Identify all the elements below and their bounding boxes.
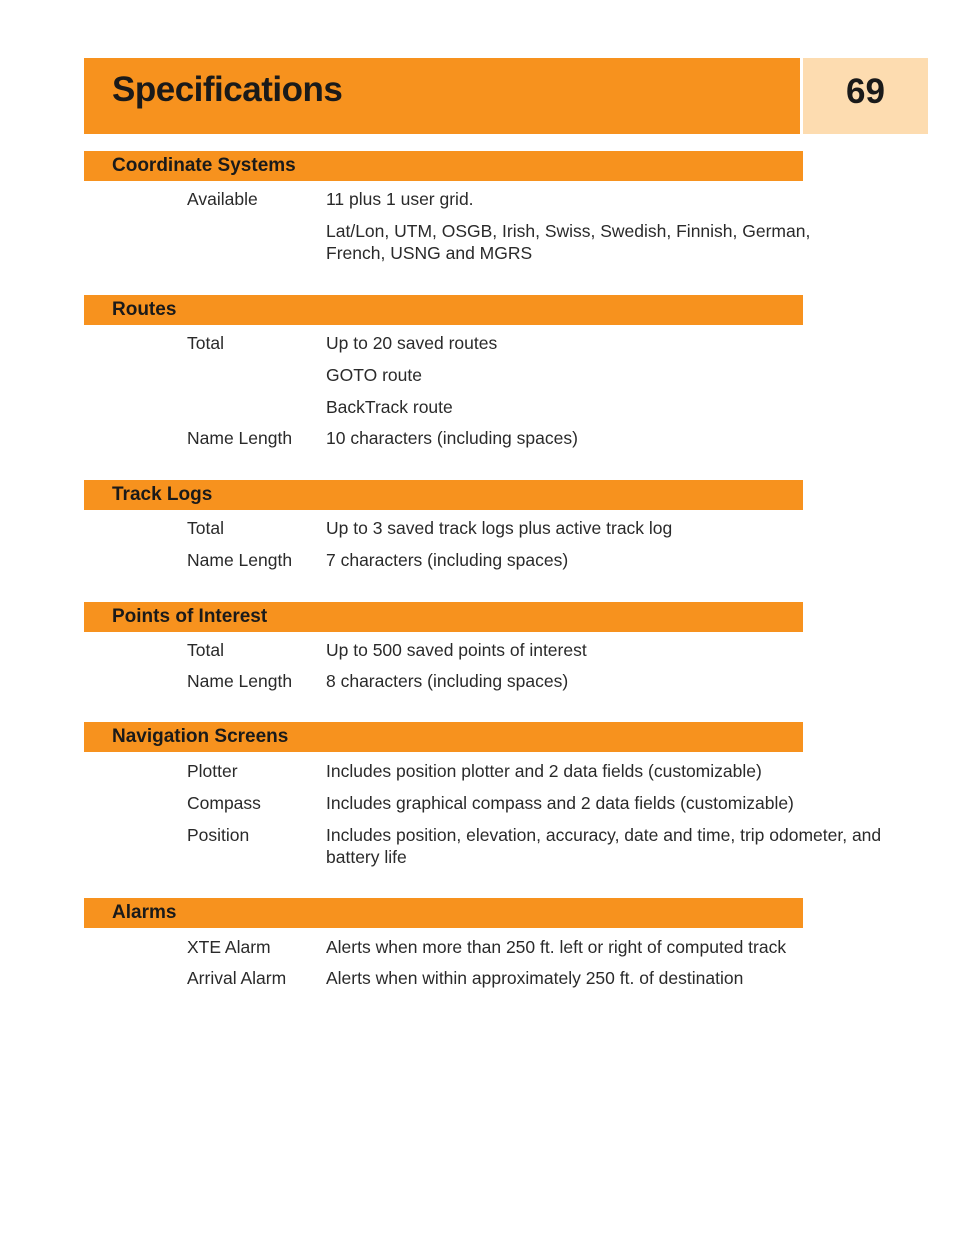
section-title: Navigation Screens — [112, 726, 289, 747]
spec-value: Up to 20 saved routes — [326, 333, 498, 353]
spec-value: 7 characters (including spaces) — [326, 550, 569, 570]
spec-label: Arrival Alarm — [187, 968, 287, 988]
spec-value: Alerts when within approximately 250 ft. of destination — [326, 968, 744, 988]
spec-value: 8 characters (including spaces) — [326, 671, 569, 691]
spec-label: Name Length — [187, 550, 293, 570]
spec-label: XTE Alarm — [187, 937, 271, 957]
section-coordinate-systems — [84, 151, 803, 181]
spec-value: Alerts when more than 250 ft. left or right of computed track — [326, 937, 787, 957]
spec-label: Position — [187, 825, 250, 845]
section-title: Coordinate Systems — [112, 155, 296, 176]
spec-value: 10 characters (including spaces) — [326, 428, 578, 448]
section-navigation-screens — [84, 722, 803, 752]
spec-label: Compass — [187, 793, 261, 813]
page-number: 69 — [846, 72, 885, 111]
section-title: Alarms — [112, 902, 177, 923]
spec-label: Total — [187, 518, 224, 538]
spec-value: BackTrack route — [326, 397, 453, 417]
section-alarms — [84, 898, 803, 928]
spec-value: GOTO route — [326, 365, 422, 385]
spec-value: 11 plus 1 user grid. — [326, 189, 474, 209]
spec-value: Includes position plotter and 2 data fields (customizable) — [326, 761, 762, 781]
spec-value: Up to 3 saved track logs plus active track log — [326, 518, 673, 538]
section-points-of-interest — [84, 602, 803, 632]
spec-label: Total — [187, 333, 224, 353]
page-title: Specifications — [112, 70, 343, 109]
spec-value: Includes position, elevation, accuracy, date and time, trip odometer, and battery life — [326, 825, 882, 867]
spec-label: Name Length — [187, 428, 293, 448]
spec-label: Total — [187, 640, 224, 660]
spec-label: Available — [187, 189, 258, 209]
section-title: Routes — [112, 299, 177, 320]
page-number-box — [803, 58, 928, 134]
spec-label: Name Length — [187, 671, 293, 691]
spec-value: Lat/Lon, UTM, OSGB, Irish, Swiss, Swedish, Finnish, German, French, USNG and MGRS — [326, 221, 811, 263]
spec-label: Plotter — [187, 761, 238, 781]
spec-value: Includes graphical compass and 2 data fields (customizable) — [326, 793, 794, 813]
spec-value: Up to 500 saved points of interest — [326, 640, 587, 660]
section-routes — [84, 295, 803, 325]
section-title: Points of Interest — [112, 606, 268, 627]
section-track-logs — [84, 480, 803, 510]
section-title: Track Logs — [112, 484, 213, 505]
page-header — [84, 58, 800, 134]
